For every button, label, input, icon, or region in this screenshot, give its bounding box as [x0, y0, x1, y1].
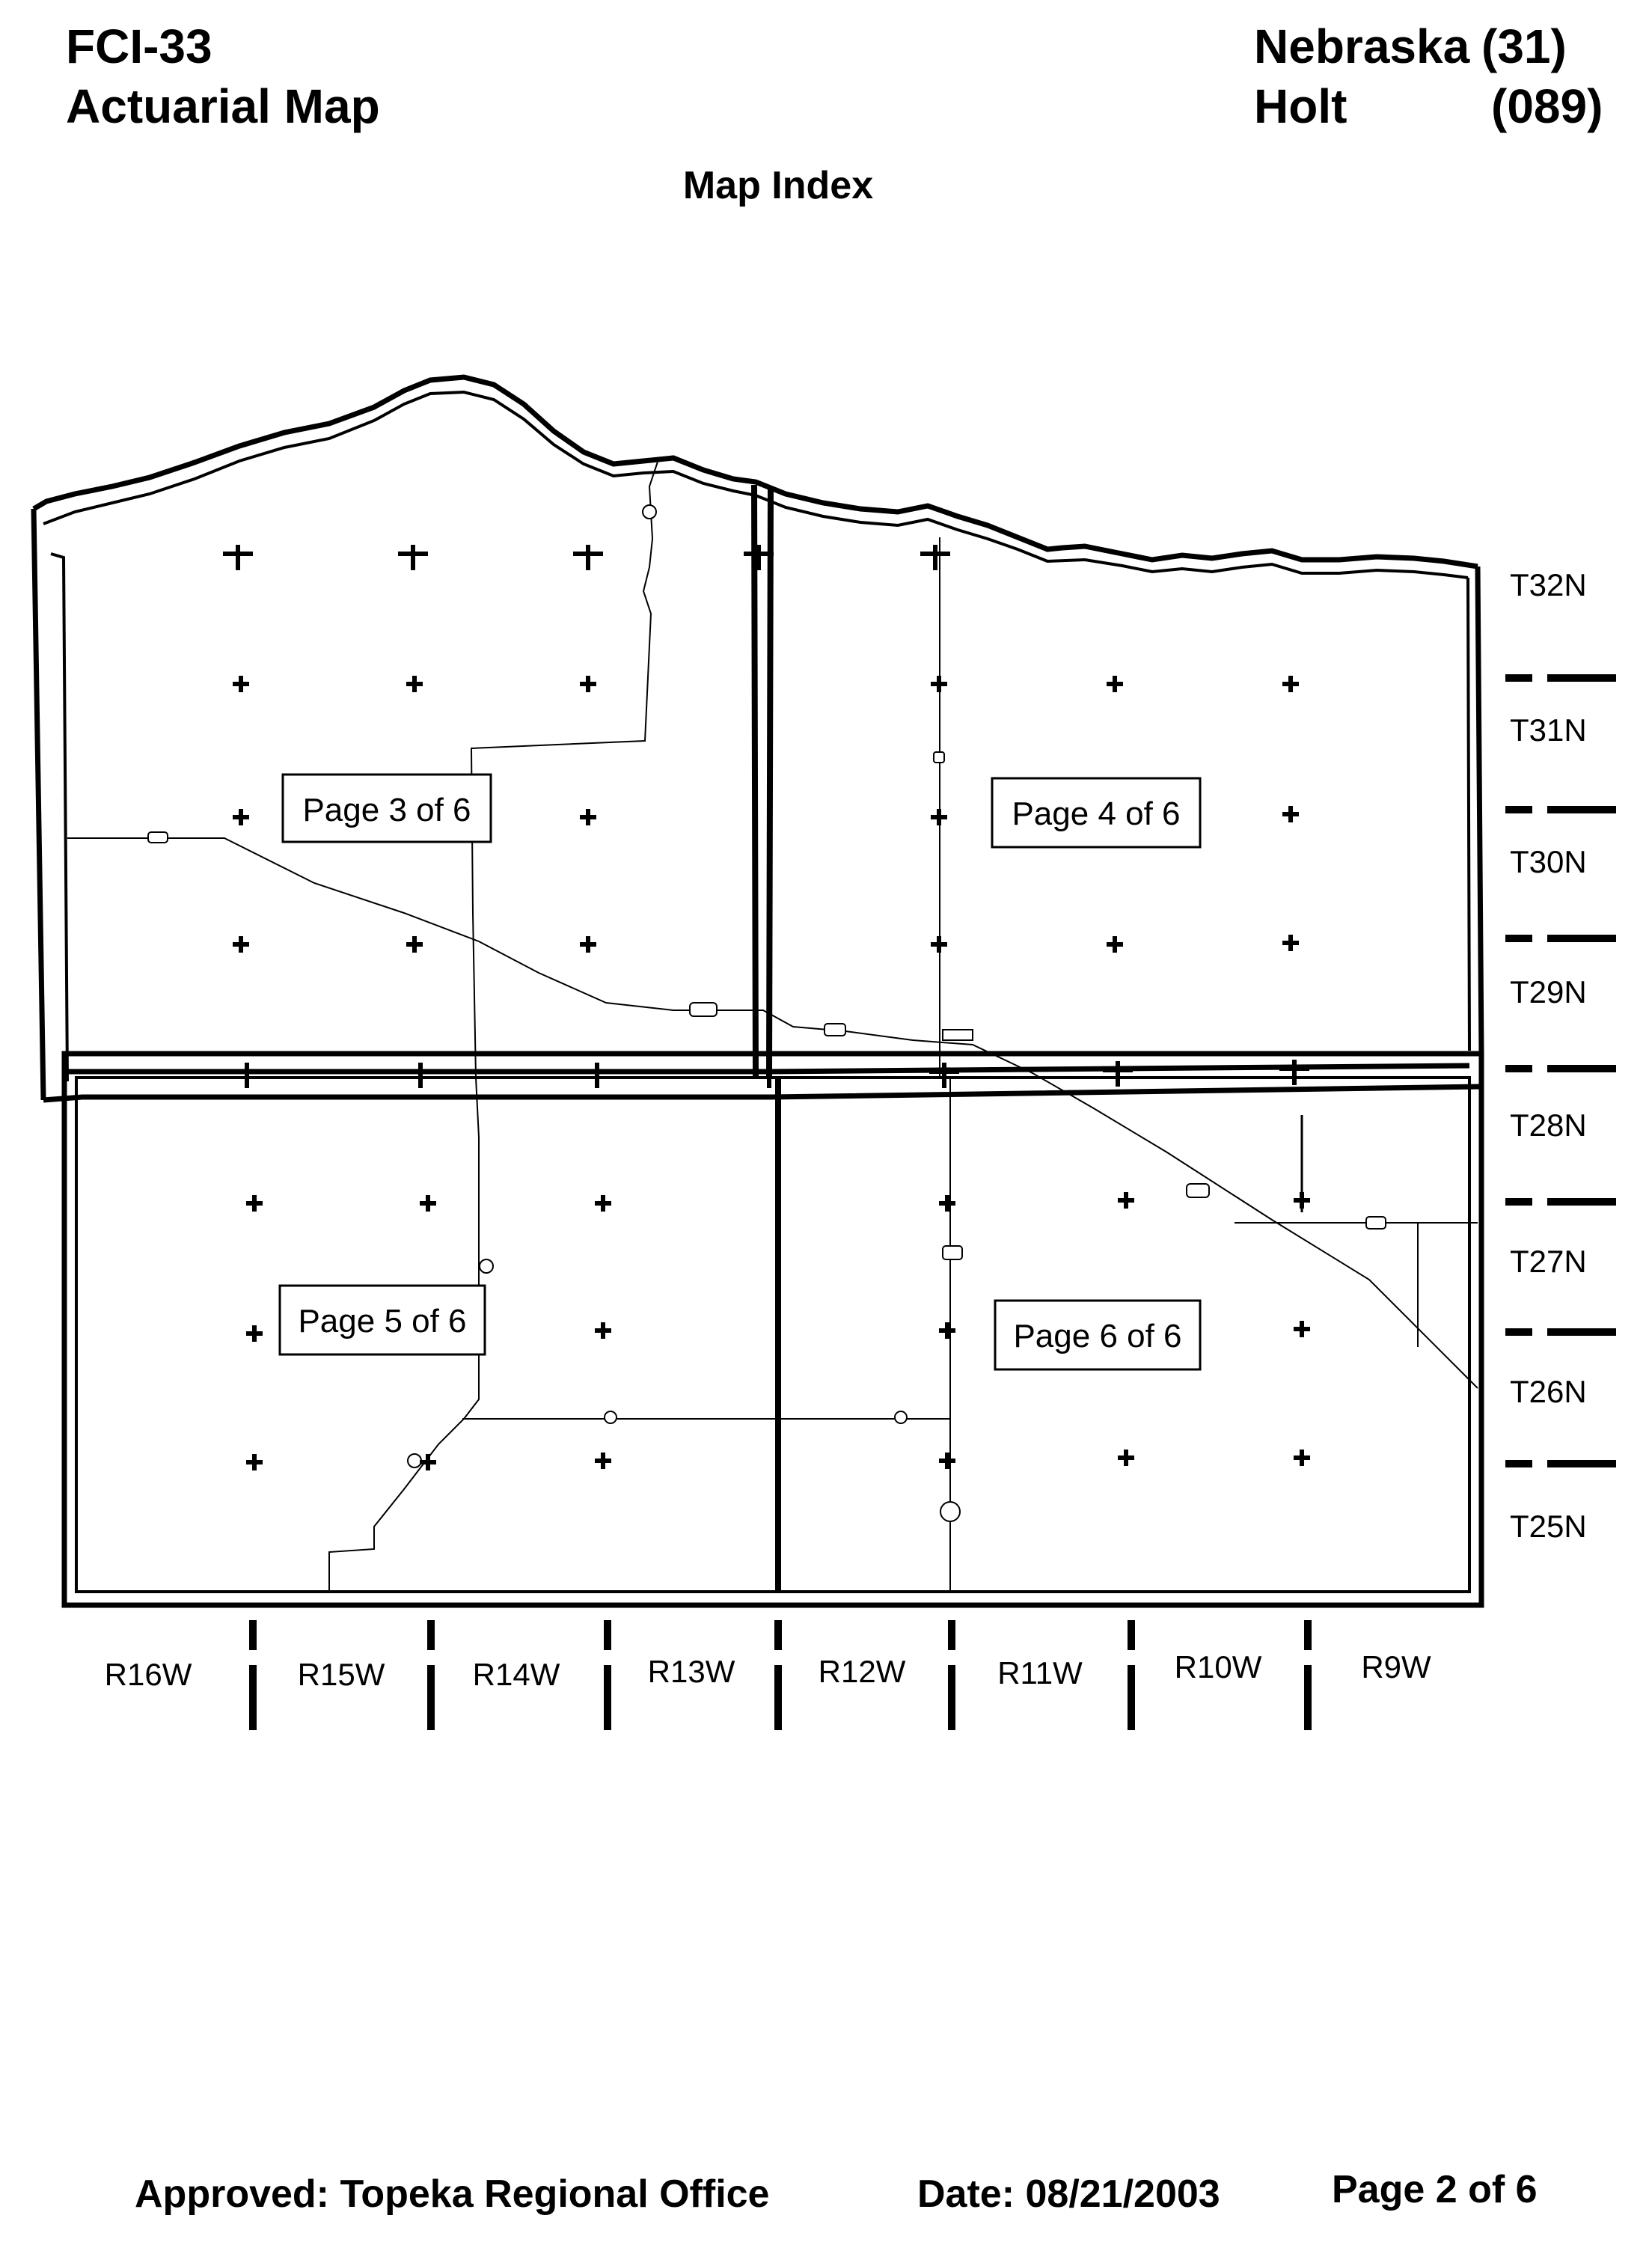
section-cross-icon [420, 1454, 436, 1470]
approval-text: Approved: Topeka Regional Office [135, 2172, 770, 2216]
map-index-title: Map Index [682, 164, 874, 207]
section-t-marker-icon [920, 545, 950, 570]
page-3-label: Page 3 of 6 [302, 792, 471, 828]
county-road-east [1235, 1223, 1478, 1347]
section-t-marker-icon [1279, 1060, 1309, 1085]
township-label: T29N [1510, 974, 1587, 1010]
page-5-link[interactable] [280, 1286, 485, 1354]
range-label: R11W [997, 1655, 1083, 1690]
county-name: Holt [1254, 79, 1347, 133]
section-t-marker-icon [398, 545, 428, 570]
section-cross-icon [931, 809, 947, 825]
township-label: T27N [1510, 1244, 1587, 1279]
page-divider-north [754, 485, 771, 1078]
section-t-marker-icon [223, 545, 253, 570]
section-cross-icon [246, 1325, 263, 1342]
page-4-label: Page 4 of 6 [1012, 795, 1181, 832]
township-label: T32N [1510, 567, 1587, 602]
highway-281-shield-icon [943, 1246, 962, 1259]
state-code: (31) [1481, 19, 1567, 73]
section-cross-icon [1294, 1192, 1310, 1209]
section-cross-icon [939, 1195, 955, 1212]
section-cross-icon [1282, 676, 1299, 692]
form-id: FCI-33 [66, 19, 212, 73]
township-label: T31N [1510, 712, 1587, 748]
range-separators [253, 1620, 1308, 1730]
section-cross-icon [1282, 806, 1299, 822]
highway-95-shield-icon [605, 1411, 617, 1423]
approval-date: Date: 08/21/2003 [917, 2172, 1220, 2216]
highway-11-shield-icon [643, 505, 656, 519]
section-cross-icon [939, 1322, 955, 1339]
page-6-label: Page 6 of 6 [1013, 1318, 1182, 1354]
section-t-marker-icon [573, 545, 603, 570]
section-cross-icon [406, 936, 423, 953]
section-cross-icon [580, 809, 596, 825]
county-code: (089) [1491, 79, 1603, 133]
range-label: R10W [1174, 1649, 1262, 1684]
section-cross-icon [931, 676, 947, 692]
west-boundary-north-inner [51, 554, 67, 1081]
highway-20-shield-icon [1366, 1217, 1386, 1229]
range-label: R16W [104, 1657, 192, 1692]
east-boundary-north [1478, 566, 1481, 1054]
section-cross-icon [233, 809, 249, 825]
highway-95-shield-icon [895, 1411, 907, 1423]
highway-11-shield-icon [480, 1259, 493, 1273]
page-6-link[interactable] [995, 1301, 1200, 1369]
section-cross-icon [595, 1195, 611, 1212]
section-cross-icon [406, 676, 423, 692]
section-cross-icon [595, 1453, 611, 1469]
highway-20-shield-icon [825, 1024, 845, 1036]
page-4-link[interactable] [992, 778, 1200, 847]
mid-divider-north [43, 1087, 1481, 1100]
township-label: T30N [1510, 844, 1587, 879]
west-boundary-north [34, 509, 43, 1100]
section-t-marker-icon [1103, 1061, 1133, 1087]
section-cross-icon [580, 676, 596, 692]
section-cross-icon [595, 1322, 611, 1339]
section-cross-icon [1118, 1192, 1134, 1209]
range-label: R15W [297, 1657, 385, 1692]
south-boundary-outer [64, 1054, 1481, 1605]
section-cross-icon [1282, 935, 1299, 951]
township-label: T25N [1510, 1509, 1587, 1544]
city-marker-icon [943, 1030, 973, 1040]
range-label: R13W [647, 1654, 735, 1689]
section-cross-icon [233, 936, 249, 953]
range-label: R12W [818, 1654, 906, 1689]
township-label: T28N [1510, 1108, 1587, 1143]
section-cross-icon [1294, 1450, 1310, 1466]
section-cross-icon [420, 1195, 436, 1212]
range-label: R14W [472, 1657, 560, 1692]
highway-275-shield-icon [1187, 1184, 1209, 1197]
township-label: T26N [1510, 1374, 1587, 1409]
section-t-marker-icon [582, 1063, 612, 1088]
section-t-marker-icon [406, 1063, 435, 1088]
page-number: Page 2 of 6 [1332, 2168, 1538, 2211]
state-name: Nebraska [1254, 19, 1470, 73]
section-cross-icon [1107, 936, 1123, 953]
highway-a11-shield-icon [690, 1003, 717, 1016]
section-cross-icon [1118, 1450, 1134, 1466]
page-5-label: Page 5 of 6 [298, 1303, 467, 1340]
section-cross-icon [939, 1453, 955, 1469]
east-boundary-north-inner [1468, 578, 1469, 1051]
section-cross-icon [1294, 1321, 1310, 1337]
highway-20-shield-icon [148, 832, 168, 843]
section-cross-icon [246, 1454, 263, 1470]
section-cross-icon [931, 936, 947, 953]
highway-281-shield-icon [934, 752, 944, 763]
section-cross-icon [246, 1195, 263, 1212]
section-t-marker-icon [929, 1063, 959, 1088]
range-label: R9W [1361, 1649, 1431, 1684]
section-cross-icon [1107, 676, 1123, 692]
map-type: Actuarial Map [66, 79, 380, 133]
township-separators [1505, 678, 1616, 1464]
section-cross-icon [233, 676, 249, 692]
section-t-marker-icon [232, 1063, 262, 1088]
highway-11-shield-icon [408, 1454, 421, 1467]
page-3-link[interactable] [283, 775, 491, 842]
section-cross-icon [580, 936, 596, 953]
highway-281-shield-icon [940, 1502, 960, 1521]
